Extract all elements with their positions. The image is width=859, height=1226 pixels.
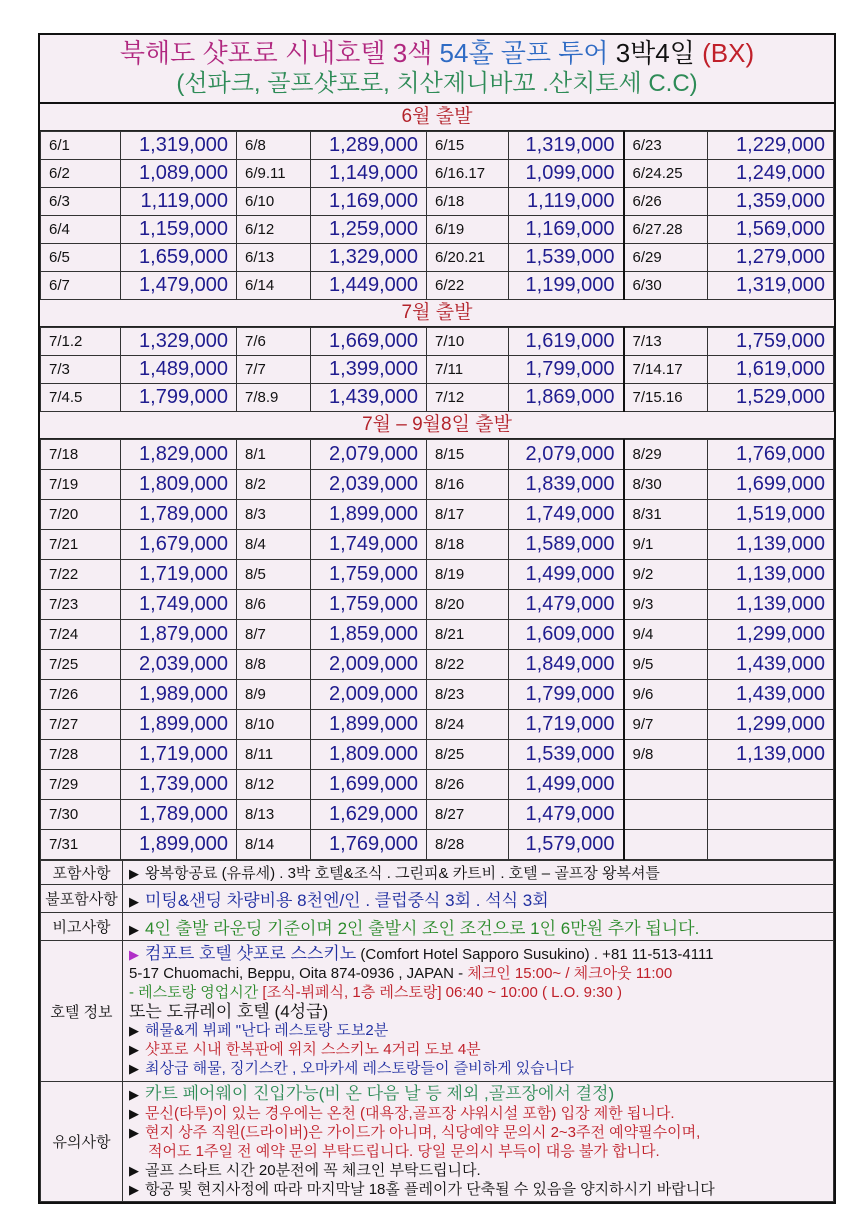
- table-row: [41, 328, 834, 356]
- departure-date: 9/1: [624, 530, 708, 560]
- tour-price: 1,319,000: [121, 132, 237, 160]
- tour-price: 2,079,000: [311, 440, 427, 470]
- tour-price: 1,099,000: [509, 160, 624, 188]
- bullet-text: 카트 페어웨이 진입가능(비 온 다음 날 등 제외 ,골프장에서 결정): [145, 1084, 615, 1103]
- tour-price: 1,789,000: [121, 800, 237, 830]
- departure-date: 7/28: [41, 740, 121, 770]
- alt-hotel: 또는 도큐레이 호텔 (4성급): [129, 1002, 329, 1021]
- info-table: [40, 860, 834, 1202]
- tour-price: 1,989,000: [121, 680, 237, 710]
- table-row: [41, 560, 834, 590]
- departure-date: 7/20: [41, 500, 121, 530]
- departure-date: 8/31: [624, 500, 708, 530]
- arrow-icon: ▶: [129, 894, 139, 909]
- departure-date: 6/23: [624, 132, 708, 160]
- departure-date: 6/8: [237, 132, 311, 160]
- section-header: 6월 출발: [40, 104, 834, 131]
- tour-price: 2,009,000: [311, 650, 427, 680]
- tour-price: 1,439,000: [708, 680, 834, 710]
- tour-price: 2,039,000: [311, 470, 427, 500]
- table-row: [41, 740, 834, 770]
- departure-date: [624, 770, 708, 800]
- table-row: [41, 440, 834, 470]
- table-row: [41, 530, 834, 560]
- departure-date: 7/11: [427, 356, 509, 384]
- tour-price: 1,759,000: [311, 590, 427, 620]
- tour-price: 1,899,000: [311, 710, 427, 740]
- departure-date: 7/25: [41, 650, 121, 680]
- remarks-text: 4인 출발 라운딩 기준이며 2인 출발시 조인 조건으로 1인 6만원 추가 됩니다.: [145, 919, 700, 938]
- departure-date: [624, 800, 708, 830]
- departure-date: 6/22: [427, 272, 509, 300]
- departure-date: 7/22: [41, 560, 121, 590]
- bullet-text: 골프 스타트 시간 20분전에 꼭 체크인 부탁드립니다.: [145, 1162, 481, 1179]
- tour-price: [708, 800, 834, 830]
- table-row: [41, 650, 834, 680]
- hotel-checkin: 체크인 15:00~ / 체크아웃 11:00: [467, 965, 673, 982]
- arrow-icon: ▶: [129, 1087, 139, 1102]
- bullet-item: [129, 1021, 827, 1040]
- departure-date: 6/15: [427, 132, 509, 160]
- tour-price: 1,719,000: [509, 710, 624, 740]
- tour-price: 1,329,000: [311, 244, 427, 272]
- departure-date: 8/22: [427, 650, 509, 680]
- tour-price: 1,139,000: [708, 530, 834, 560]
- tour-price: 2,079,000: [509, 440, 624, 470]
- departure-date: 7/10: [427, 328, 509, 356]
- departure-date: 6/7: [41, 272, 121, 300]
- tour-price: 1,619,000: [509, 328, 624, 356]
- tour-price: 1,759,000: [708, 328, 834, 356]
- departure-date: 7/8.9: [237, 384, 311, 412]
- departure-date: 7/13: [624, 328, 708, 356]
- departure-date: 6/4: [41, 216, 121, 244]
- tour-price: 1,299,000: [708, 710, 834, 740]
- departure-date: 8/27: [427, 800, 509, 830]
- tour-price: 1,319,000: [708, 272, 834, 300]
- departure-date: 8/30: [624, 470, 708, 500]
- tour-price: 1,899,000: [121, 830, 237, 860]
- tour-price: 1,749,000: [311, 530, 427, 560]
- bullet-item: [129, 1104, 827, 1123]
- tour-price: 1,769,000: [708, 440, 834, 470]
- tour-price: 1,619,000: [708, 356, 834, 384]
- tour-price: 1,169,000: [311, 188, 427, 216]
- tour-price: 1,249,000: [708, 160, 834, 188]
- tour-price: 1,499,000: [509, 560, 624, 590]
- departure-date: 6/29: [624, 244, 708, 272]
- tour-price: 1,809,000: [121, 470, 237, 500]
- arrow-icon: ▶: [129, 947, 139, 962]
- departure-date: 8/14: [237, 830, 311, 860]
- price-sections: [40, 104, 834, 860]
- tour-price: 1,799,000: [121, 384, 237, 412]
- bullet-text: 항공 및 현지사정에 따라 마지막날 18홀 플레이가 단축될 수 있음을 양지하시기 바랍니다: [145, 1181, 715, 1198]
- departure-date: 7/15.16: [624, 384, 708, 412]
- table-row: [41, 384, 834, 412]
- excluded-text: 미팅&샌딩 차량비용 8천엔/인 . 클럽중식 3회 . 석식 3회: [145, 891, 549, 910]
- tour-price: 1,899,000: [121, 710, 237, 740]
- departure-date: 6/16.17: [427, 160, 509, 188]
- table-row: [41, 356, 834, 384]
- departure-date: 7/3: [41, 356, 121, 384]
- departure-date: 8/20: [427, 590, 509, 620]
- tour-price: 1,809.000: [311, 740, 427, 770]
- restaurant-hours: [조식-뷔페식, 1층 레스토랑] 06:40 ~ 10:00 ( L.O. 9:30 ): [262, 984, 623, 1001]
- departure-date: 6/3: [41, 188, 121, 216]
- arrow-icon: ▶: [129, 1182, 139, 1197]
- tour-price: 1,569,000: [708, 216, 834, 244]
- tour-price: 1,119,000: [121, 188, 237, 216]
- tour-price: 1,279,000: [708, 244, 834, 272]
- tour-price: 1,439,000: [708, 650, 834, 680]
- notes-label: 유의사항: [41, 1082, 123, 1202]
- tour-price: 1,199,000: [509, 272, 624, 300]
- departure-date: 7/7: [237, 356, 311, 384]
- tour-price: 1,299,000: [708, 620, 834, 650]
- excluded-row: [41, 885, 834, 913]
- tour-price: 1,829,000: [121, 440, 237, 470]
- table-row: [41, 590, 834, 620]
- tour-price: 1,539,000: [509, 740, 624, 770]
- hotel-label: 호텔 정보: [41, 941, 123, 1082]
- departure-date: 6/1: [41, 132, 121, 160]
- table-row: [41, 830, 834, 860]
- departure-date: 8/16: [427, 470, 509, 500]
- title-courses: (선파크, 골프샷포로, 치산제니바꼬 .산치토세 C.C): [176, 70, 698, 97]
- hotel-bullets: [129, 1021, 827, 1078]
- tour-price: 1,479,000: [509, 800, 624, 830]
- departure-date: 8/13: [237, 800, 311, 830]
- tour-price: 1,849,000: [509, 650, 624, 680]
- departure-date: 6/20.21: [427, 244, 509, 272]
- departure-date: 8/11: [237, 740, 311, 770]
- departure-date: 9/2: [624, 560, 708, 590]
- hotel-name-ko: 컴포트 호텔 샷포로 스스키노: [145, 944, 357, 963]
- departure-date: 9/8: [624, 740, 708, 770]
- bullet-text: 현지 상주 직원(드라이버)은 가이드가 아니며, 식당예약 문의시 2~3주전 예약필수이며,: [145, 1124, 701, 1141]
- bullet-item: [129, 1059, 827, 1078]
- tour-price: 1,479,000: [121, 272, 237, 300]
- included-row: [41, 861, 834, 885]
- bullet-text: 최상급 해물, 징기스칸 , 오마카세 레스토랑들이 즐비하게 있습니다: [145, 1060, 574, 1077]
- price-table: [40, 131, 834, 300]
- tour-price: 1,539,000: [509, 244, 624, 272]
- included-text: 왕복항공료 (유류세) . 3박 호텔&조식 . 그린피& 카트비 . 호텔 – 골프장 왕복셔틀: [145, 865, 660, 882]
- departure-date: 8/24: [427, 710, 509, 740]
- tour-price: 1,699,000: [311, 770, 427, 800]
- departure-date: 6/13: [237, 244, 311, 272]
- tour-price: 1,329,000: [121, 328, 237, 356]
- section-header: 7월 출발: [40, 300, 834, 327]
- tour-price: 1,519,000: [708, 500, 834, 530]
- hotel-address: 5-17 Chuomachi, Beppu, Oita 874-0936 , JAPAN -: [129, 965, 468, 982]
- bullet-text: 문신(타투)이 있는 경우에는 온천 (대욕장,골프장 샤워시설 포함) 입장 제한 됩니다.: [145, 1105, 675, 1122]
- restaurant-label: - 레스토랑 영업시간: [129, 984, 263, 1001]
- departure-date: 8/1: [237, 440, 311, 470]
- table-row: [41, 470, 834, 500]
- bullet-item: [129, 1123, 827, 1142]
- tour-price: 1,499,000: [509, 770, 624, 800]
- bullet-text: 적어도 1주일 전 예약 문의 부탁드립니다. 당일 문의시 부득이 대응 불가 합니다.: [148, 1143, 660, 1160]
- table-row: [41, 770, 834, 800]
- remarks-label: 비고사항: [41, 913, 123, 941]
- remarks-row: [41, 913, 834, 941]
- tour-price: 1,169,000: [509, 216, 624, 244]
- tour-price: 2,009,000: [311, 680, 427, 710]
- tour-price: 1,439,000: [311, 384, 427, 412]
- table-row: [41, 132, 834, 160]
- included-label: 포함사항: [41, 861, 123, 885]
- departure-date: 8/3: [237, 500, 311, 530]
- departure-date: 7/27: [41, 710, 121, 740]
- tour-price: 1,229,000: [708, 132, 834, 160]
- tour-price: 1,629,000: [311, 800, 427, 830]
- tour-price: 1,749,000: [509, 500, 624, 530]
- arrow-icon: ▶: [129, 866, 139, 881]
- tour-price: 1,359,000: [708, 188, 834, 216]
- tour-price: 1,589,000: [509, 530, 624, 560]
- tour-price: 1,399,000: [311, 356, 427, 384]
- tour-price: 1,739,000: [121, 770, 237, 800]
- table-row: [41, 620, 834, 650]
- tour-price: 1,289,000: [311, 132, 427, 160]
- departure-date: 8/2: [237, 470, 311, 500]
- departure-date: 7/19: [41, 470, 121, 500]
- tour-price: 1,089,000: [121, 160, 237, 188]
- table-row: [41, 216, 834, 244]
- departure-date: 6/2: [41, 160, 121, 188]
- tour-price: 1,749,000: [121, 590, 237, 620]
- tour-price: 1,159,000: [121, 216, 237, 244]
- arrow-icon: ▶: [129, 1042, 139, 1057]
- tour-price: 1,659,000: [121, 244, 237, 272]
- excluded-label: 불포함사항: [41, 885, 123, 913]
- tour-price: 1,899,000: [311, 500, 427, 530]
- notes-row: [41, 1082, 834, 1202]
- tour-price: 1,139,000: [708, 740, 834, 770]
- departure-date: 8/4: [237, 530, 311, 560]
- tour-price: 1,609,000: [509, 620, 624, 650]
- departure-date: 9/6: [624, 680, 708, 710]
- departure-date: 8/6: [237, 590, 311, 620]
- departure-date: 8/23: [427, 680, 509, 710]
- tour-price: 1,839,000: [509, 470, 624, 500]
- departure-date: 6/9.11: [237, 160, 311, 188]
- departure-date: 6/19: [427, 216, 509, 244]
- tour-price: 1,669,000: [311, 328, 427, 356]
- departure-date: 7/1.2: [41, 328, 121, 356]
- title-block: [40, 35, 834, 104]
- price-table: [40, 439, 834, 860]
- tour-price: 1,489,000: [121, 356, 237, 384]
- table-row: [41, 800, 834, 830]
- departure-date: 8/18: [427, 530, 509, 560]
- departure-date: 8/29: [624, 440, 708, 470]
- departure-date: 6/24.25: [624, 160, 708, 188]
- departure-date: 6/12: [237, 216, 311, 244]
- table-row: [41, 272, 834, 300]
- title-golf: 54홀 골프 투어: [439, 38, 609, 68]
- departure-date: 8/9: [237, 680, 311, 710]
- departure-date: 7/31: [41, 830, 121, 860]
- departure-date: 7/6: [237, 328, 311, 356]
- tour-price: 1,869,000: [509, 384, 624, 412]
- bullet-item: [129, 1142, 827, 1161]
- departure-date: 7/18: [41, 440, 121, 470]
- price-table: [40, 327, 834, 412]
- departure-date: 6/18: [427, 188, 509, 216]
- tour-price: [708, 770, 834, 800]
- departure-date: 6/5: [41, 244, 121, 272]
- tour-price: 1,119,000: [509, 188, 624, 216]
- table-row: [41, 500, 834, 530]
- arrow-icon: ▶: [129, 1106, 139, 1121]
- tour-price: 1,259,000: [311, 216, 427, 244]
- title-airline: (BX): [702, 38, 755, 68]
- tour-price: 1,879,000: [121, 620, 237, 650]
- departure-date: 8/17: [427, 500, 509, 530]
- tour-price: 1,719,000: [121, 740, 237, 770]
- departure-date: 7/14.17: [624, 356, 708, 384]
- departure-date: 6/14: [237, 272, 311, 300]
- departure-date: 8/26: [427, 770, 509, 800]
- departure-date: 6/26: [624, 188, 708, 216]
- bullet-item: [129, 1161, 827, 1180]
- departure-date: 8/8: [237, 650, 311, 680]
- table-row: [41, 680, 834, 710]
- tour-price: 1,759,000: [311, 560, 427, 590]
- bullet-text: 샷포로 시내 한복판에 위치 스스키노 4거리 도보 4분: [145, 1041, 481, 1058]
- departure-date: 8/12: [237, 770, 311, 800]
- tour-price: 1,139,000: [708, 590, 834, 620]
- departure-date: 6/30: [624, 272, 708, 300]
- tour-price: 1,789,000: [121, 500, 237, 530]
- departure-date: 8/10: [237, 710, 311, 740]
- tour-price-sheet: [38, 33, 836, 1204]
- departure-date: 9/5: [624, 650, 708, 680]
- tour-price: 1,319,000: [509, 132, 624, 160]
- table-row: [41, 188, 834, 216]
- tour-price: 1,529,000: [708, 384, 834, 412]
- departure-date: 7/26: [41, 680, 121, 710]
- departure-date: [624, 830, 708, 860]
- bullet-item: [129, 1180, 827, 1199]
- departure-date: 7/4.5: [41, 384, 121, 412]
- tour-price: 1,139,000: [708, 560, 834, 590]
- title-destination: 북해도 샷포로 시내호텔 3색: [119, 38, 433, 68]
- departure-date: 8/7: [237, 620, 311, 650]
- tour-price: 1,769,000: [311, 830, 427, 860]
- departure-date: 7/24: [41, 620, 121, 650]
- departure-date: 6/10: [237, 188, 311, 216]
- hotel-row: [41, 941, 834, 1082]
- departure-date: 7/23: [41, 590, 121, 620]
- bullet-item: [129, 1040, 827, 1059]
- table-row: [41, 710, 834, 740]
- tour-price: 2,039,000: [121, 650, 237, 680]
- bullet-text: 해물&게 뷔페 "난다 레스토랑 도보2분: [145, 1022, 389, 1039]
- tour-price: 1,479,000: [509, 590, 624, 620]
- departure-date: 8/5: [237, 560, 311, 590]
- arrow-icon: ▶: [129, 1061, 139, 1076]
- departure-date: 7/30: [41, 800, 121, 830]
- departure-date: 8/21: [427, 620, 509, 650]
- departure-date: 8/25: [427, 740, 509, 770]
- tour-price: 1,149,000: [311, 160, 427, 188]
- arrow-icon: ▶: [129, 922, 139, 937]
- bullet-item: [129, 1084, 827, 1104]
- tour-price: [708, 830, 834, 860]
- arrow-icon: ▶: [129, 1163, 139, 1178]
- table-row: [41, 160, 834, 188]
- departure-date: 7/12: [427, 384, 509, 412]
- departure-date: 8/28: [427, 830, 509, 860]
- title-duration: 3박4일: [615, 38, 695, 68]
- tour-price: 1,679,000: [121, 530, 237, 560]
- notes-bullets: [129, 1084, 827, 1199]
- departure-date: 9/4: [624, 620, 708, 650]
- section-header: 7월 – 9월8일 출발: [40, 412, 834, 439]
- tour-price: 1,799,000: [509, 680, 624, 710]
- tour-price: 1,699,000: [708, 470, 834, 500]
- tour-price: 1,799,000: [509, 356, 624, 384]
- departure-date: 9/3: [624, 590, 708, 620]
- departure-date: 8/19: [427, 560, 509, 590]
- tour-price: 1,449,000: [311, 272, 427, 300]
- departure-date: 7/21: [41, 530, 121, 560]
- tour-price: 1,719,000: [121, 560, 237, 590]
- arrow-icon: ▶: [129, 1125, 139, 1140]
- hotel-name-en: (Comfort Hotel Sapporo Susukino) . +81 11-513-4111: [360, 946, 714, 963]
- tour-price: 1,859,000: [311, 620, 427, 650]
- arrow-icon: ▶: [129, 1023, 139, 1038]
- departure-date: 9/7: [624, 710, 708, 740]
- departure-date: 7/29: [41, 770, 121, 800]
- departure-date: 8/15: [427, 440, 509, 470]
- tour-price: 1,579,000: [509, 830, 624, 860]
- title-line-1: [40, 37, 834, 69]
- departure-date: 6/27.28: [624, 216, 708, 244]
- table-row: [41, 244, 834, 272]
